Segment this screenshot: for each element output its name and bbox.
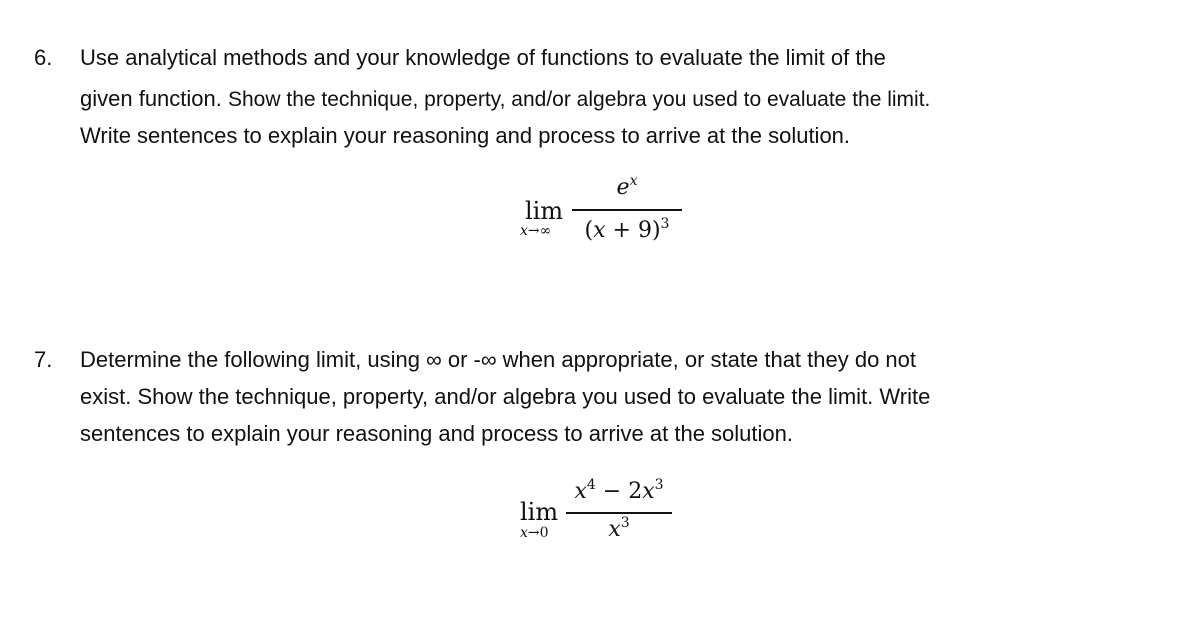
fraction-numerator: $e^x$ xyxy=(616,173,638,200)
fraction-denominator: $x^3$ xyxy=(608,515,630,542)
lim-operator: lim xyxy=(520,498,559,526)
problem-text-line: exist. Show the technique, property, and/or algebra you used to evaluate the limit. Write xyxy=(80,384,931,409)
lim-operator: lim xyxy=(525,197,564,225)
lim-subscript: x→∞ xyxy=(520,223,552,239)
problem-text-line: Determine the following limit, using ∞ or -∞ when appropriate, or state that they do not xyxy=(80,347,917,372)
fraction-denominator: $(x + 9)^3$ xyxy=(584,216,670,243)
problem-text-line: sentences to explain your reasoning and process to arrive at the solution. xyxy=(80,421,793,446)
problem-text-line: Write sentences to explain your reasoning and process to arrive at the solution. xyxy=(80,123,851,148)
problem-text-fragment: Show the technique, property, and/or algebra you used to evaluate the limit. xyxy=(228,88,931,111)
problem-number: 6. xyxy=(34,45,53,70)
lim-subscript: x→0 xyxy=(520,525,549,541)
problem-text-line xyxy=(80,86,930,113)
fraction-bar xyxy=(572,209,682,211)
fraction-numerator: $x^4 - 2x^3$ xyxy=(574,477,664,504)
problem-number: 7. xyxy=(34,347,53,372)
problem-text-line: Use analytical methods and your knowledge of functions to evaluate the limit of the xyxy=(80,45,886,70)
fraction-bar xyxy=(566,512,672,514)
problem-text-fragment: given function. xyxy=(80,86,222,111)
